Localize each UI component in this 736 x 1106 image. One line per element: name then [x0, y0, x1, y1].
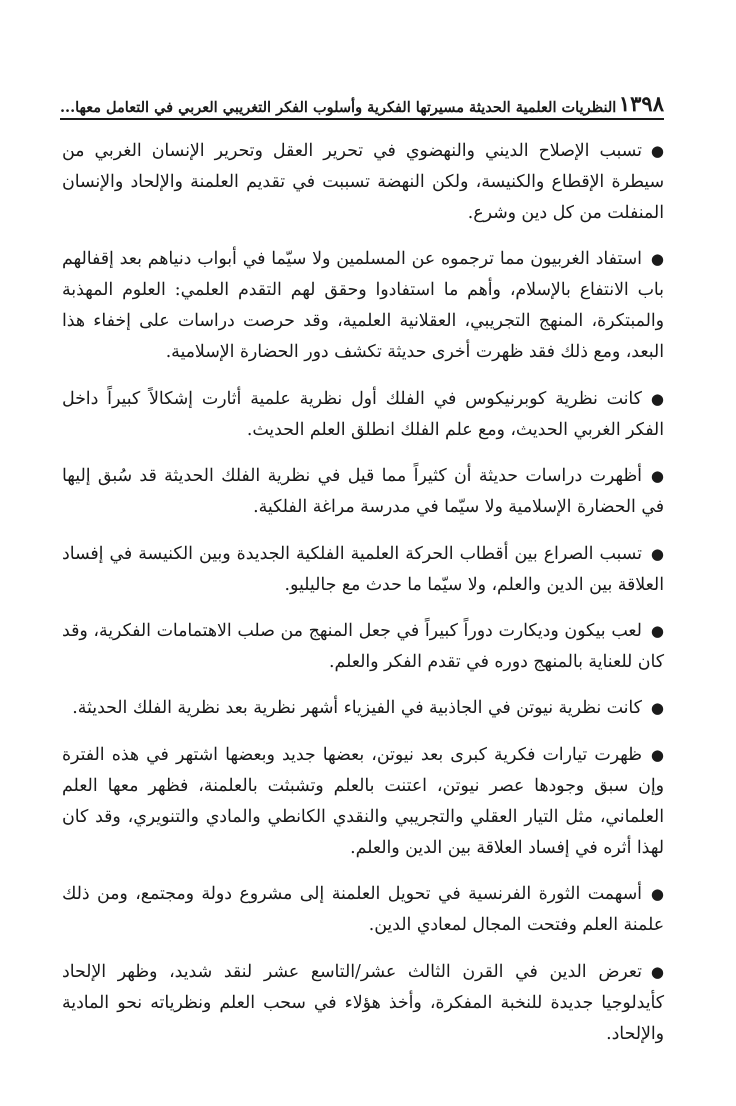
- paragraph-text: استفاد الغربيون مما ترجموه عن المسلمين ولا سيّما في أبواب دنياهم بعد إقفالهم باب الانتفاع بالإسلام، وأهم ما استفادوا وحقق لهم التقدم العلمي: العلوم المهذبة والمبتكرة، المنهج التجريبي، العقلانية العلمية، وقد حرصت دراسات على إخفاء هذا البعد، ومع ذلك فقد ظهرت أخرى حديثة تكشف دور الحضارة الإسلامية.: [62, 249, 664, 363]
- header-rule: [60, 118, 664, 120]
- paragraph-text: كانت نظرية كوبرنيكوس في الفلك أول نظرية علمية أثارت إشكالاً كبيراً داخل الفكر الغربي الحديث، ومع علم الفلك انطلق العلم الحديث.: [62, 388, 664, 440]
- bullet-paragraph: [62, 539, 664, 601]
- bullet-paragraph: [62, 461, 664, 523]
- bullet-icon: ●: [650, 962, 664, 981]
- bullet-paragraph: [62, 879, 664, 941]
- paragraph-text: أسهمت الثورة الفرنسية في تحويل العلمنة إلى مشروع دولة ومجتمع، ومن ذلك علمنة العلم وفتحت المجال لمعادي الدين.: [62, 884, 664, 936]
- bullet-icon: ●: [650, 250, 664, 269]
- bullet-icon: ●: [650, 389, 664, 408]
- bullet-paragraph: [62, 616, 664, 678]
- page-header: [60, 86, 664, 116]
- bullet-icon: ●: [650, 467, 664, 486]
- bullet-icon: ●: [650, 621, 664, 640]
- bullet-paragraph: [62, 384, 664, 446]
- bullet-paragraph: [62, 957, 664, 1050]
- bullet-icon: ●: [650, 745, 664, 764]
- bullet-paragraph: [62, 136, 664, 229]
- paragraph-text: تسبب الصراع بين أقطاب الحركة العلمية الفلكية الجديدة وبين الكنيسة في إفساد العلاقة بين الدين والعلم، ولا سيّما ما حدث مع جاليليو.: [62, 543, 664, 595]
- page-number: ١٣٩٨: [618, 91, 664, 116]
- page-body: [62, 136, 664, 1065]
- paragraph-text: كانت نظرية نيوتن في الجاذبية في الفيزياء أشهر نظرية بعد نظرية الفلك الحديثة.: [72, 698, 642, 719]
- paragraph-text: تعرض الدين في القرن الثالث عشر/التاسع عشر لنقد شديد، وظهر الإلحاد كأيدلوجيا جديدة للنخبة المفكرة، وأخذ هؤلاء في سحب العلم ونظرياته نحو المادية والإلحاد.: [62, 961, 664, 1044]
- bullet-icon: ●: [650, 885, 664, 904]
- bullet-icon: ●: [650, 699, 664, 718]
- bullet-paragraph: [62, 693, 664, 724]
- running-title: النظريات العلمية الحديثة مسيرتها الفكرية وأسلوب الفكر التغريبي العربي في التعامل معها...: [60, 99, 617, 116]
- bullet-paragraph: [62, 740, 664, 864]
- paragraph-text: ظهرت تيارات فكرية كبرى بعد نيوتن، بعضها جديد وبعضها اشتهر في هذه الفترة وإن سبق وجودها عصر نيوتن، اعتنت بالعلم وتشبثت بالعلمنة، فظهر معها العلم العلماني، مثل التيار العقلي والتجريبي والنقدي الكانطي والمادي والتنويري، وقد كان لهذا أثره في إفساد العلاقة بين الدين والعلم.: [62, 744, 665, 858]
- bullet-icon: ●: [650, 142, 664, 160]
- paragraph-text: أظهرت دراسات حديثة أن كثيراً مما قيل في نظرية الفلك الحديثة قد سُبق إليها في الحضارة الإسلامية ولا سيّما في مدرسة مراغة الفلكية.: [62, 466, 664, 518]
- paragraph-text: تسبب الإصلاح الديني والنهضوي في تحرير العقل وتحرير الإنسان الغربي من سيطرة الإقطاع والكنيسة، ولكن النهضة تسببت في تقديم العلمنة والإلحاد والإنسان المنفلت من كل دين وشرع.: [62, 141, 664, 223]
- bullet-icon: ●: [650, 544, 664, 563]
- bullet-paragraph: [62, 244, 664, 368]
- paragraph-text: لعب بيكون وديكارت دوراً كبيراً في جعل المنهج من صلب الاهتمامات الفكرية، وقد كان للعناية بالمنهج دوره في تقدم الفكر والعلم.: [62, 620, 664, 672]
